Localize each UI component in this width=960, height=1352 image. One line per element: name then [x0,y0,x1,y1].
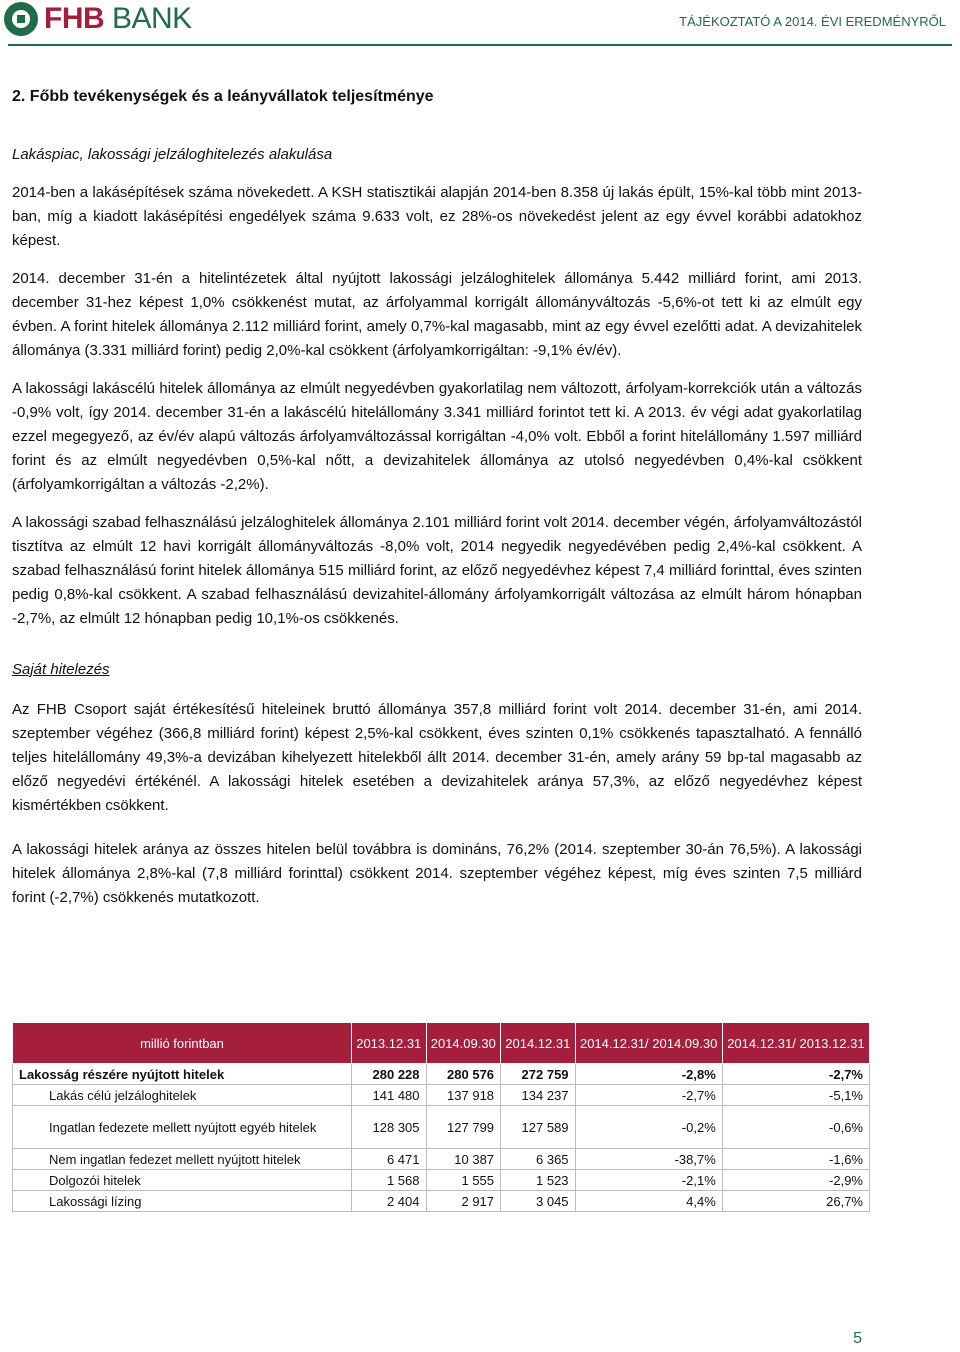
page-number: 5 [853,1330,862,1347]
table-header-row [13,1023,870,1064]
row-label: Dolgozói hitelek [13,1170,352,1191]
subheading-own-lending: Saját hitelezés [12,661,110,678]
table-cell: 137 918 [426,1085,501,1106]
fhb-bank-logo [4,2,192,36]
logo-text: FHB BANK [44,2,192,35]
paragraph-6: A lakossági hitelek aránya az összes hitelen belül továbbra is domináns, 76,2% (2014. szeptember 30-án 76,5%). A lakossági hitelek állománya 2,8%-kal (7,8 milliárd forinttal) csökkent 2014. szeptember végéhez képest, míg éves szinten 7,5 milliárd forint (-2,7%) csökkenés mutatkozott. [12,841,862,906]
table-cell: 127 589 [501,1106,576,1149]
header-cell: 2014.12.31/ 2014.09.30 [575,1023,722,1064]
header-divider [8,44,952,46]
table-cell: 280 228 [352,1064,427,1085]
paragraph-5: Az FHB Csoport saját értékesítésű hiteleinek bruttó állománya 357,8 milliárd forint volt 2014. december 31-én, ami 2014. szeptember végéhez (366,8 milliárd forint) képest 2,5%-kal csökkent, éves szinten 0,1% csökkenés tapasztalható. A fennálló teljes hitelállomány 49,3%-a devizában kihelyezett hitelekből állt 2014. december 31-én, amely arány 59 bp-tal magasabb az előző negyedévi értékénél. A lakossági hitelek esetében a devizahitelek aránya 57,3%, az előző negyedévhez képest kismértékben csökkent. [12,701,862,814]
table-cell: 1 523 [501,1170,576,1191]
table-row [13,1170,870,1191]
table-cell: 141 480 [352,1085,427,1106]
table-cell: -0,2% [575,1106,722,1149]
row-label: Nem ingatlan fedezet mellett nyújtott hitelek [13,1149,352,1170]
table-cell: 2 404 [352,1191,427,1212]
table-cell: 3 045 [501,1191,576,1212]
table-cell: 1 568 [352,1170,427,1191]
table-row [13,1064,870,1085]
row-label: Lakossági lízing [13,1191,352,1212]
table-cell: 26,7% [722,1191,869,1212]
table-cell: -2,8% [575,1064,722,1085]
paragraph-2: 2014. december 31-én a hitelintézetek által nyújtott lakossági jelzáloghitelek állománya 5.442 milliárd forint, ami 2013. december 31-hez képest 1,0% csökkenést mutat, az árfolyammal korrigált állományváltozás -5,6%-ot tett ki az elmúlt egy évben. A forint hitelek állománya 2.112 milliárd forint, amely 0,7%-kal magasabb, mint az egy évvel ezelőtti adat. A devizahitelek állománya (3.331 milliárd forint) pedig 2,0%-kal csökkent (árfolyamkorrigáltan: -9,1% év/év). [12,270,862,359]
header-cell: 2014.12.31 [501,1023,576,1064]
table-cell: -0,6% [722,1106,869,1149]
table-cell: -2,1% [575,1170,722,1191]
paragraph-4: A lakossági szabad felhasználású jelzáloghitelek állománya 2.101 milliárd forint volt 2014. december végén, árfolyamváltozástól tisztítva az elmúlt 12 havi korrigált állományváltozás -8,0% volt, 2014 negyedik negyedévében pedig 2,4%-kal csökkent. A szabad felhasználású forint hitelek állománya 515 milliárd forint, az előző negyedévhez képest 7,4 milliárd forinttal, éves szinten pedig 0,8%-kal csökkent. A szabad felhasználású devizahitel-állomány árfolyamkorrigált változása az elmúlt három hónapban -2,7%, az elmúlt 12 hónapban pedig 10,1%-os csökkenés. [12,514,862,627]
table-cell: 6 471 [352,1149,427,1170]
header-cell: 2014.12.31/ 2013.12.31 [722,1023,869,1064]
table-cell: -5,1% [722,1085,869,1106]
loans-table [12,1022,870,1212]
table-cell: 2 917 [426,1191,501,1212]
table-row [13,1149,870,1170]
table-cell: 10 387 [426,1149,501,1170]
table-row [13,1085,870,1106]
paragraph-1: 2014-ben a lakásépítések száma növekedett. A KSH statisztikái alapján 2014-ben 8.358 új lakás épült, 15%-kal több mint 2013-ban, míg a kiadott lakásépítési engedélyek száma 9.633 volt, ez 28%-os növekedést jelent az egy évvel korábbi adatokhoz képest. [12,184,862,249]
table-cell: -2,7% [575,1085,722,1106]
section-heading: 2. Főbb tevékenységek és a leányvállatok teljesítménye [12,88,434,105]
subheading-housing: Lakáspiac, lakossági jelzáloghitelezés alakulása [12,146,333,163]
table-cell: -1,6% [722,1149,869,1170]
table-row [13,1106,870,1149]
row-label: Lakás célú jelzáloghitelek [13,1085,352,1106]
row-label: Ingatlan fedezete mellett nyújtott egyéb hitelek [13,1106,352,1149]
table-cell: 1 555 [426,1170,501,1191]
row-label: Lakosság részére nyújtott hitelek [13,1064,352,1085]
header-cell: 2014.09.30 [426,1023,501,1064]
header-cell: 2013.12.31 [352,1023,427,1064]
header-cell: millió forintban [13,1023,352,1064]
table-cell: 127 799 [426,1106,501,1149]
table-cell: 128 305 [352,1106,427,1149]
table-cell: -2,9% [722,1170,869,1191]
table-cell: -38,7% [575,1149,722,1170]
table-row [13,1191,870,1212]
table-cell: 280 576 [426,1064,501,1085]
table-cell: 4,4% [575,1191,722,1212]
page-header [0,0,960,48]
report-title: TÁJÉKOZTATÓ A 2014. ÉVI EREDMÉNYRŐL [679,14,946,29]
table-cell: 134 237 [501,1085,576,1106]
table-cell: 6 365 [501,1149,576,1170]
table-cell: -2,7% [722,1064,869,1085]
paragraph-3: A lakossági lakáscélú hitelek állománya az elmúlt negyedévben gyakorlatilag nem változott, árfolyam-korrekciók után a változás -0,9% volt, így 2014. december 31-én a lakáscélú hitelállomány 3.341 milliárd forintot tett ki. A 2013. év végi adat gyakorlatilag ezzel megegyező, az év/év alapú változás árfolyamváltozással korrigáltan -4,0% volt. Ebből a forint hitelállomány 1.597 milliárd forint és az elmúlt negyedévben 0,5%-kal nőtt, a devizahitelek állománya az utolsó negyedévben 0,4%-kal csökkent (árfolyamkorrigáltan a változás -2,2%). [12,380,862,493]
table-cell: 272 759 [501,1064,576,1085]
fhb-logo-icon [4,2,38,36]
main-content [12,88,862,910]
